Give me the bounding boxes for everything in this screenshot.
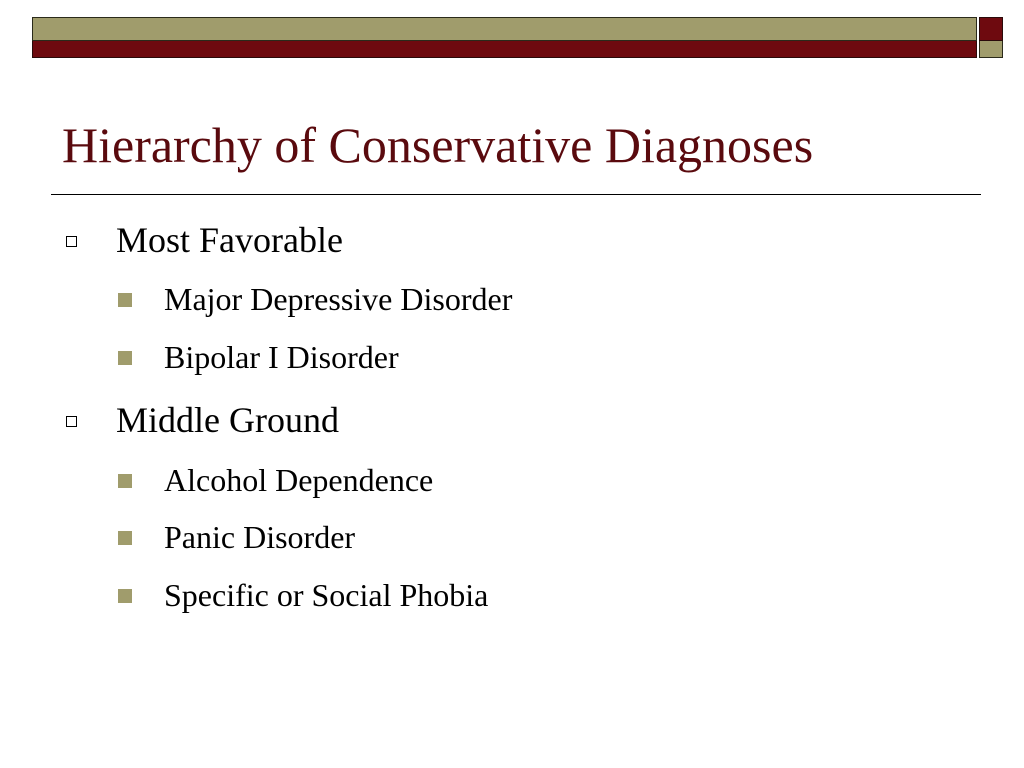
filled-square-bullet-icon bbox=[118, 474, 132, 488]
hollow-square-bullet-icon bbox=[66, 416, 77, 427]
list-item-label: Bipolar I Disorder bbox=[164, 339, 399, 375]
filled-square-bullet-icon bbox=[118, 589, 132, 603]
list-item-label: Alcohol Dependence bbox=[164, 462, 434, 498]
section-heading-label: Middle Ground bbox=[116, 400, 339, 440]
filled-square-bullet-icon bbox=[118, 531, 132, 545]
filled-square-bullet-icon bbox=[118, 293, 132, 307]
hollow-square-bullet-icon bbox=[66, 236, 77, 247]
list-item-label: Major Depressive Disorder bbox=[164, 281, 513, 317]
slide-title: Hierarchy of Conservative Diagnoses bbox=[62, 117, 814, 173]
section-heading-label: Most Favorable bbox=[116, 220, 343, 260]
list-item-label: Specific or Social Phobia bbox=[164, 577, 489, 613]
filled-square-bullet-icon bbox=[118, 351, 132, 365]
list-item-label: Panic Disorder bbox=[164, 519, 356, 555]
